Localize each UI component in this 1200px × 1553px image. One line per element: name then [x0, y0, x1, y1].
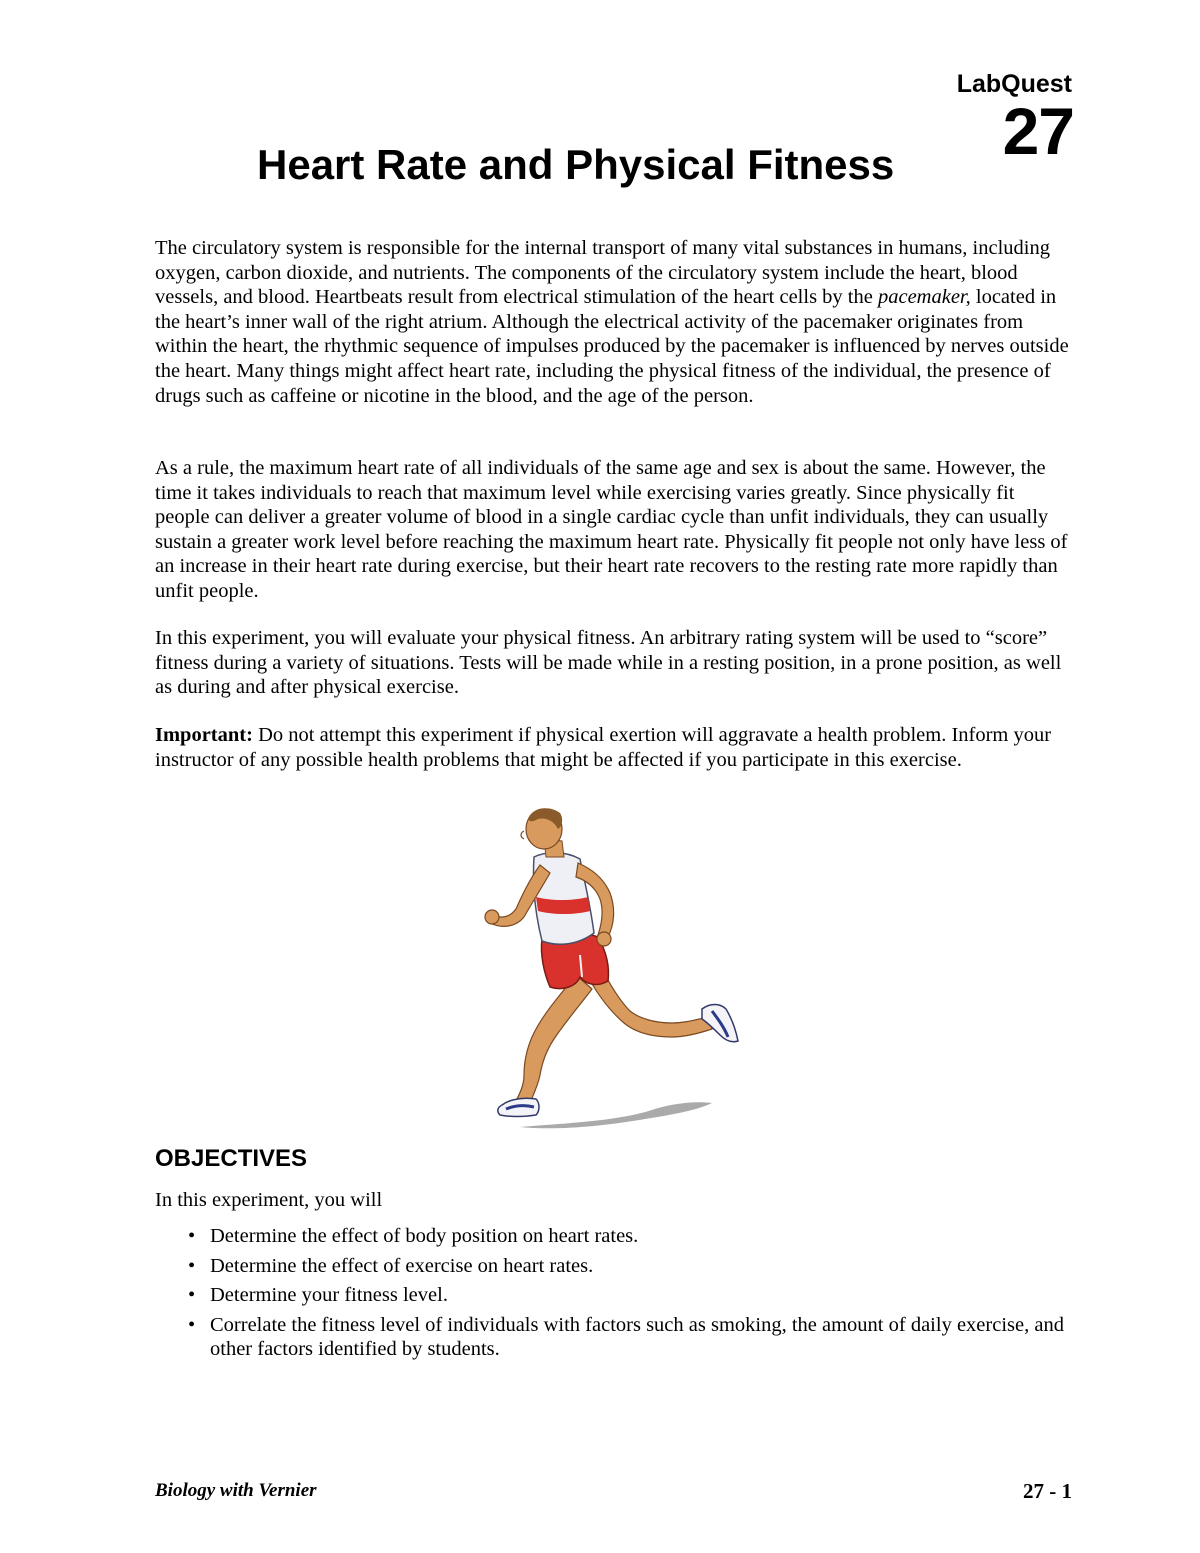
objectives-list — [155, 1224, 1075, 1366]
list-item — [155, 1224, 1075, 1248]
objective-text: Determine the effect of exercise on heart rates. — [210, 1254, 594, 1277]
objective-text: Determine your fitness level. — [210, 1284, 448, 1306]
bullet-icon: • — [188, 1313, 196, 1336]
footer-book-title: Biology with Vernier — [155, 1480, 317, 1501]
chapter-number: 27 — [1002, 94, 1074, 168]
bullet-icon: • — [188, 1225, 196, 1247]
important-note — [155, 723, 1070, 772]
intro-paragraph-2: As a rule, the maximum heart rate of all individuals of the same age and sex is about the same. However, the time it takes individuals to reach that maximum level while exercising varies greatly. Since physically fit people can deliver a greater volume of blood in a single cardiac cycle than unfit individuals, they can usually sustain a greater work level before reaching the maximum heart rate. Physically fit people not only have less of an increase in their heart rate during exercise, but their heart rate recovers to the resting rate more rapidly than unfit people. — [155, 457, 1068, 602]
bullet-icon: • — [188, 1284, 196, 1306]
page-title: Heart Rate and Physical Fitness — [257, 141, 895, 188]
intro-paragraph-1-start: The circulatory system is responsible for the internal transport of many vital substances in humans, including oxygen, carbon dioxide, and nutrients. The components of the circulatory system include the heart, blood vessels, and blood. Heartbeats result from electrical stimulation of the heart cells by the — [155, 237, 1050, 309]
list-item — [155, 1313, 1075, 1361]
list-item — [155, 1254, 1075, 1278]
objective-text: Determine the effect of body position on heart rates. — [210, 1225, 639, 1247]
bullet-icon: • — [188, 1254, 196, 1277]
objective-text: Correlate the fitness level of individuals with factors such as smoking, the amount of daily exercise, and other factors identified by students. — [210, 1313, 1064, 1360]
footer-page-number: 27 - 1 — [1023, 1479, 1072, 1503]
list-item — [155, 1283, 1075, 1307]
objectives-heading: OBJECTIVES — [155, 1145, 308, 1172]
pacemaker-term: pacemaker, — [877, 286, 971, 309]
runner-icon — [480, 805, 750, 1135]
series-label: LabQuest — [956, 70, 1072, 98]
intro-paragraph-3: In this experiment, you will evaluate your physical fitness. An arbitrary rating system will be used to “score” fitness during a variety of situations. Tests will be made while in a resting position, in a prone position, as well as during and after physical exercise. — [155, 627, 1062, 699]
important-text: Do not attempt this experiment if physical exertion will aggravate a health problem. Inform your instructor of any possible health problems that might be affected if you participate in this exercise. — [155, 724, 1052, 771]
important-label: Important: — [155, 724, 253, 746]
intro-paragraph-1 — [155, 236, 1070, 408]
intro-paragraph-1-end: located in the heart’s inner wall of the right atrium. Although the electrical activity of the pacemaker originates from within the heart, the rhythmic sequence of impulses produced by the pacemaker is influenced by nerves outside the heart. Many things might affect heart rate, including the physical fitness of the individual, the presence of drugs such as caffeine or nicotine in the blood, and the age of the person. — [155, 286, 1069, 407]
objectives-intro: In this experiment, you will — [155, 1189, 383, 1211]
